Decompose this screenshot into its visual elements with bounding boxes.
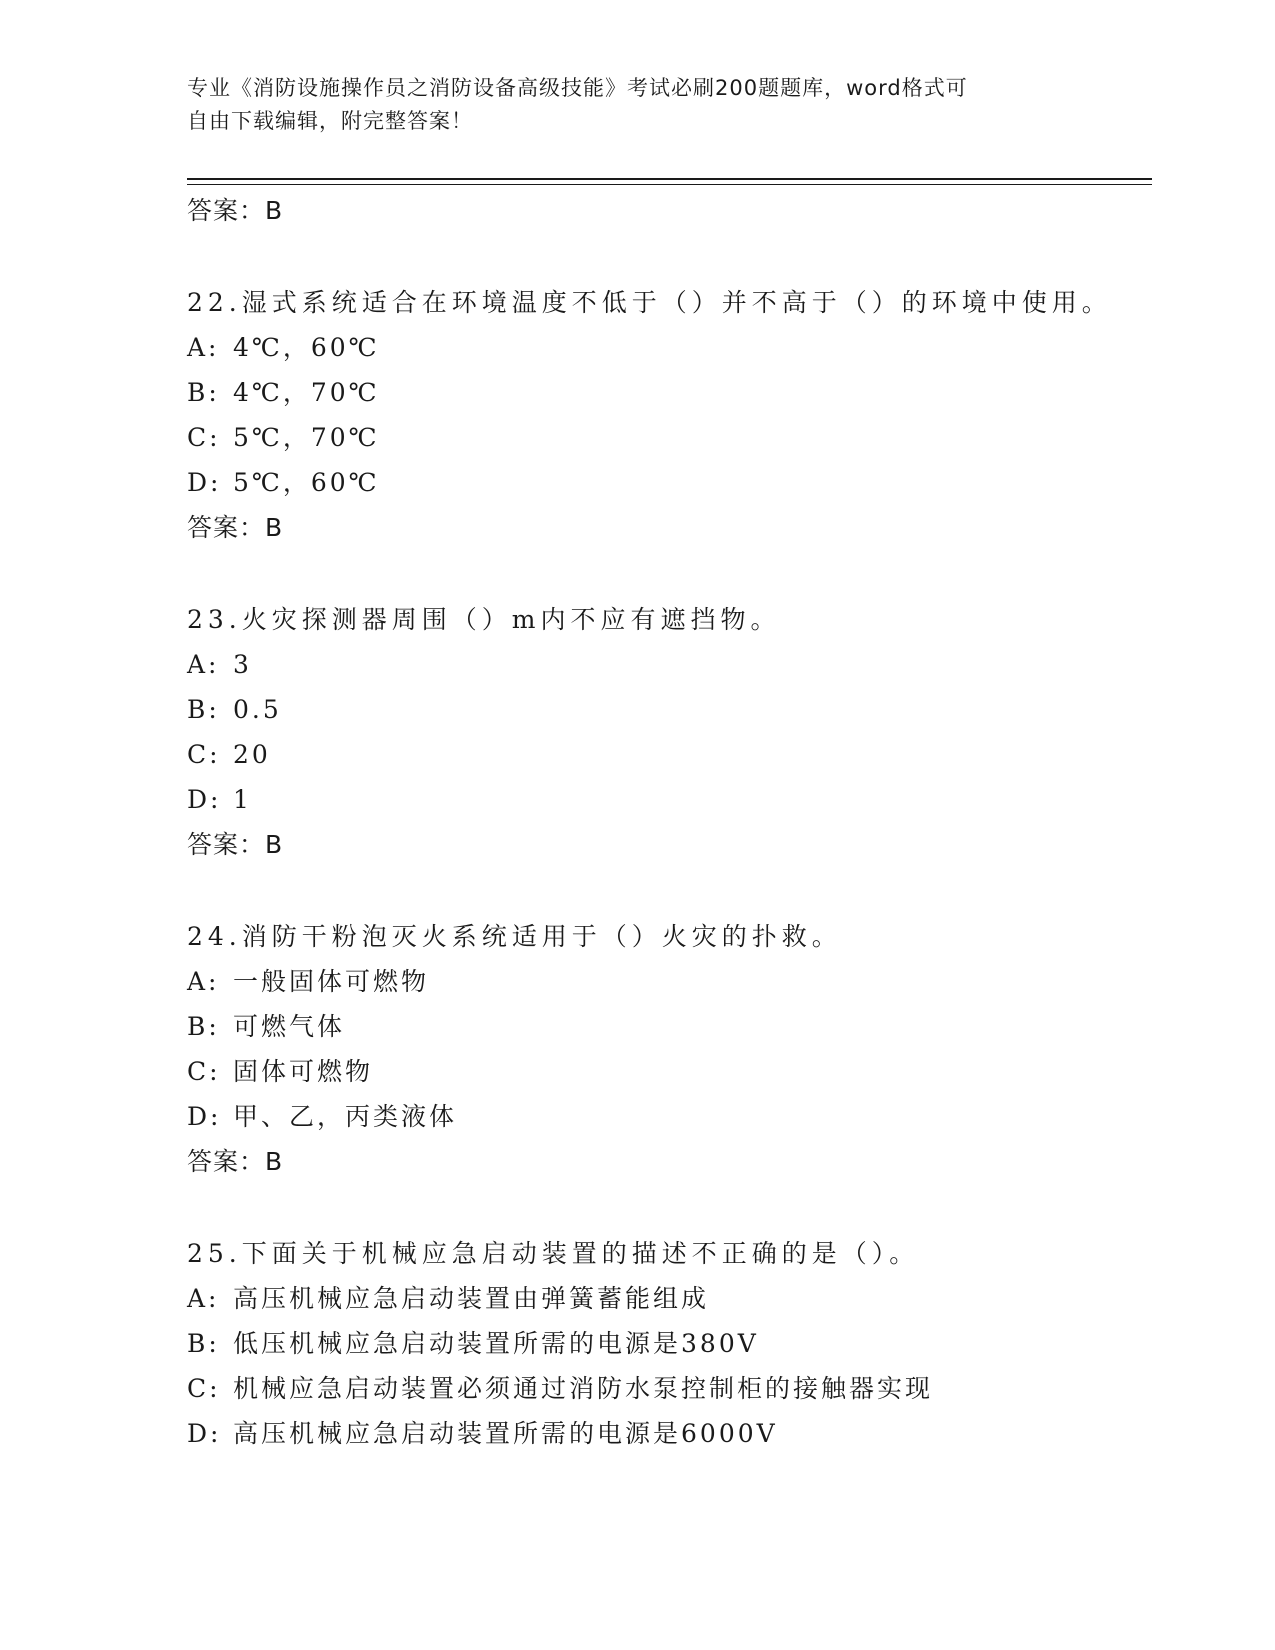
option-text: 高压机械应急启动装置所需的电源是6000V [233,1419,778,1448]
question-block-23 [187,597,1147,867]
option-letter: C: [187,1374,221,1403]
question-block-24 [187,914,1147,1184]
option-text: 甲、乙，丙类液体 [233,1102,458,1131]
header-line-1: 专业《消防设施操作员之消防设备高级技能》考试必刷200题题库，word格式可 [187,76,968,100]
header-divider-thin [187,184,1152,185]
question-block-22 [187,280,1147,550]
option-text: 5℃，60℃ [233,468,380,497]
option-letter: B: [187,695,220,724]
option-text: 低压机械应急启动装置所需的电源是380V [233,1329,759,1358]
option-letter: C: [187,740,221,769]
option-a [187,642,1147,687]
header-line-2: 自由下载编辑，附完整答案！ [187,109,473,133]
option-c [187,732,1147,777]
option-text: 固体可燃物 [233,1057,374,1086]
option-text: 20 [233,740,271,769]
option-letter: D: [187,1102,222,1131]
option-c [187,1049,1147,1094]
option-letter: B: [187,1012,220,1041]
option-letter: D: [187,1419,222,1448]
option-d [187,1094,1147,1139]
previous-answer: 答案：B [187,196,284,225]
question-stem: 25.下面关于机械应急启动装置的描述不正确的是（）。 [187,1239,920,1268]
option-letter: D: [187,785,222,814]
question-block-25 [187,1231,1147,1456]
header-divider-thick [187,178,1152,180]
option-d [187,777,1147,822]
option-letter: B: [187,378,220,407]
option-text: 3 [233,650,252,679]
option-a [187,1276,1147,1321]
document-header [187,72,1067,138]
option-d [187,1411,1147,1456]
question-stem: 24.消防干粉泡灭火系统适用于（）火灾的扑救。 [187,922,842,951]
option-text: 1 [233,785,252,814]
answer-line: 答案：B [187,830,284,859]
option-text: 可燃气体 [233,1012,346,1041]
option-letter: A: [187,967,220,996]
option-a [187,959,1147,1004]
option-letter: A: [187,1284,220,1313]
option-text: 机械应急启动装置必须通过消防水泵控制柜的接触器实现 [233,1374,934,1403]
option-text: 5℃，70℃ [233,423,380,452]
option-text: 一般固体可燃物 [233,967,430,996]
option-letter: A: [187,333,220,362]
answer-line: 答案：B [187,1147,284,1176]
option-letter: C: [187,423,221,452]
option-text: 0.5 [233,695,282,724]
option-letter: A: [187,650,220,679]
question-stem: 22.湿式系统适合在环境温度不低于（）并不高于（）的环境中使用。 [187,288,1112,317]
option-d [187,460,1147,505]
option-b [187,687,1147,732]
option-text: 高压机械应急启动装置由弹簧蓄能组成 [233,1284,710,1313]
option-text: 4℃，60℃ [233,333,380,362]
option-letter: C: [187,1057,221,1086]
option-b [187,1004,1147,1049]
option-c [187,1366,1147,1411]
option-letter: B: [187,1329,220,1358]
option-letter: D: [187,468,222,497]
option-text: 4℃，70℃ [233,378,380,407]
answer-line: 答案：B [187,513,284,542]
option-a [187,325,1147,370]
question-stem: 23.火灾探测器周围（）m内不应有遮挡物。 [187,605,781,634]
option-b [187,1321,1147,1366]
question-list [187,188,1147,1456]
option-c [187,415,1147,460]
option-b [187,370,1147,415]
